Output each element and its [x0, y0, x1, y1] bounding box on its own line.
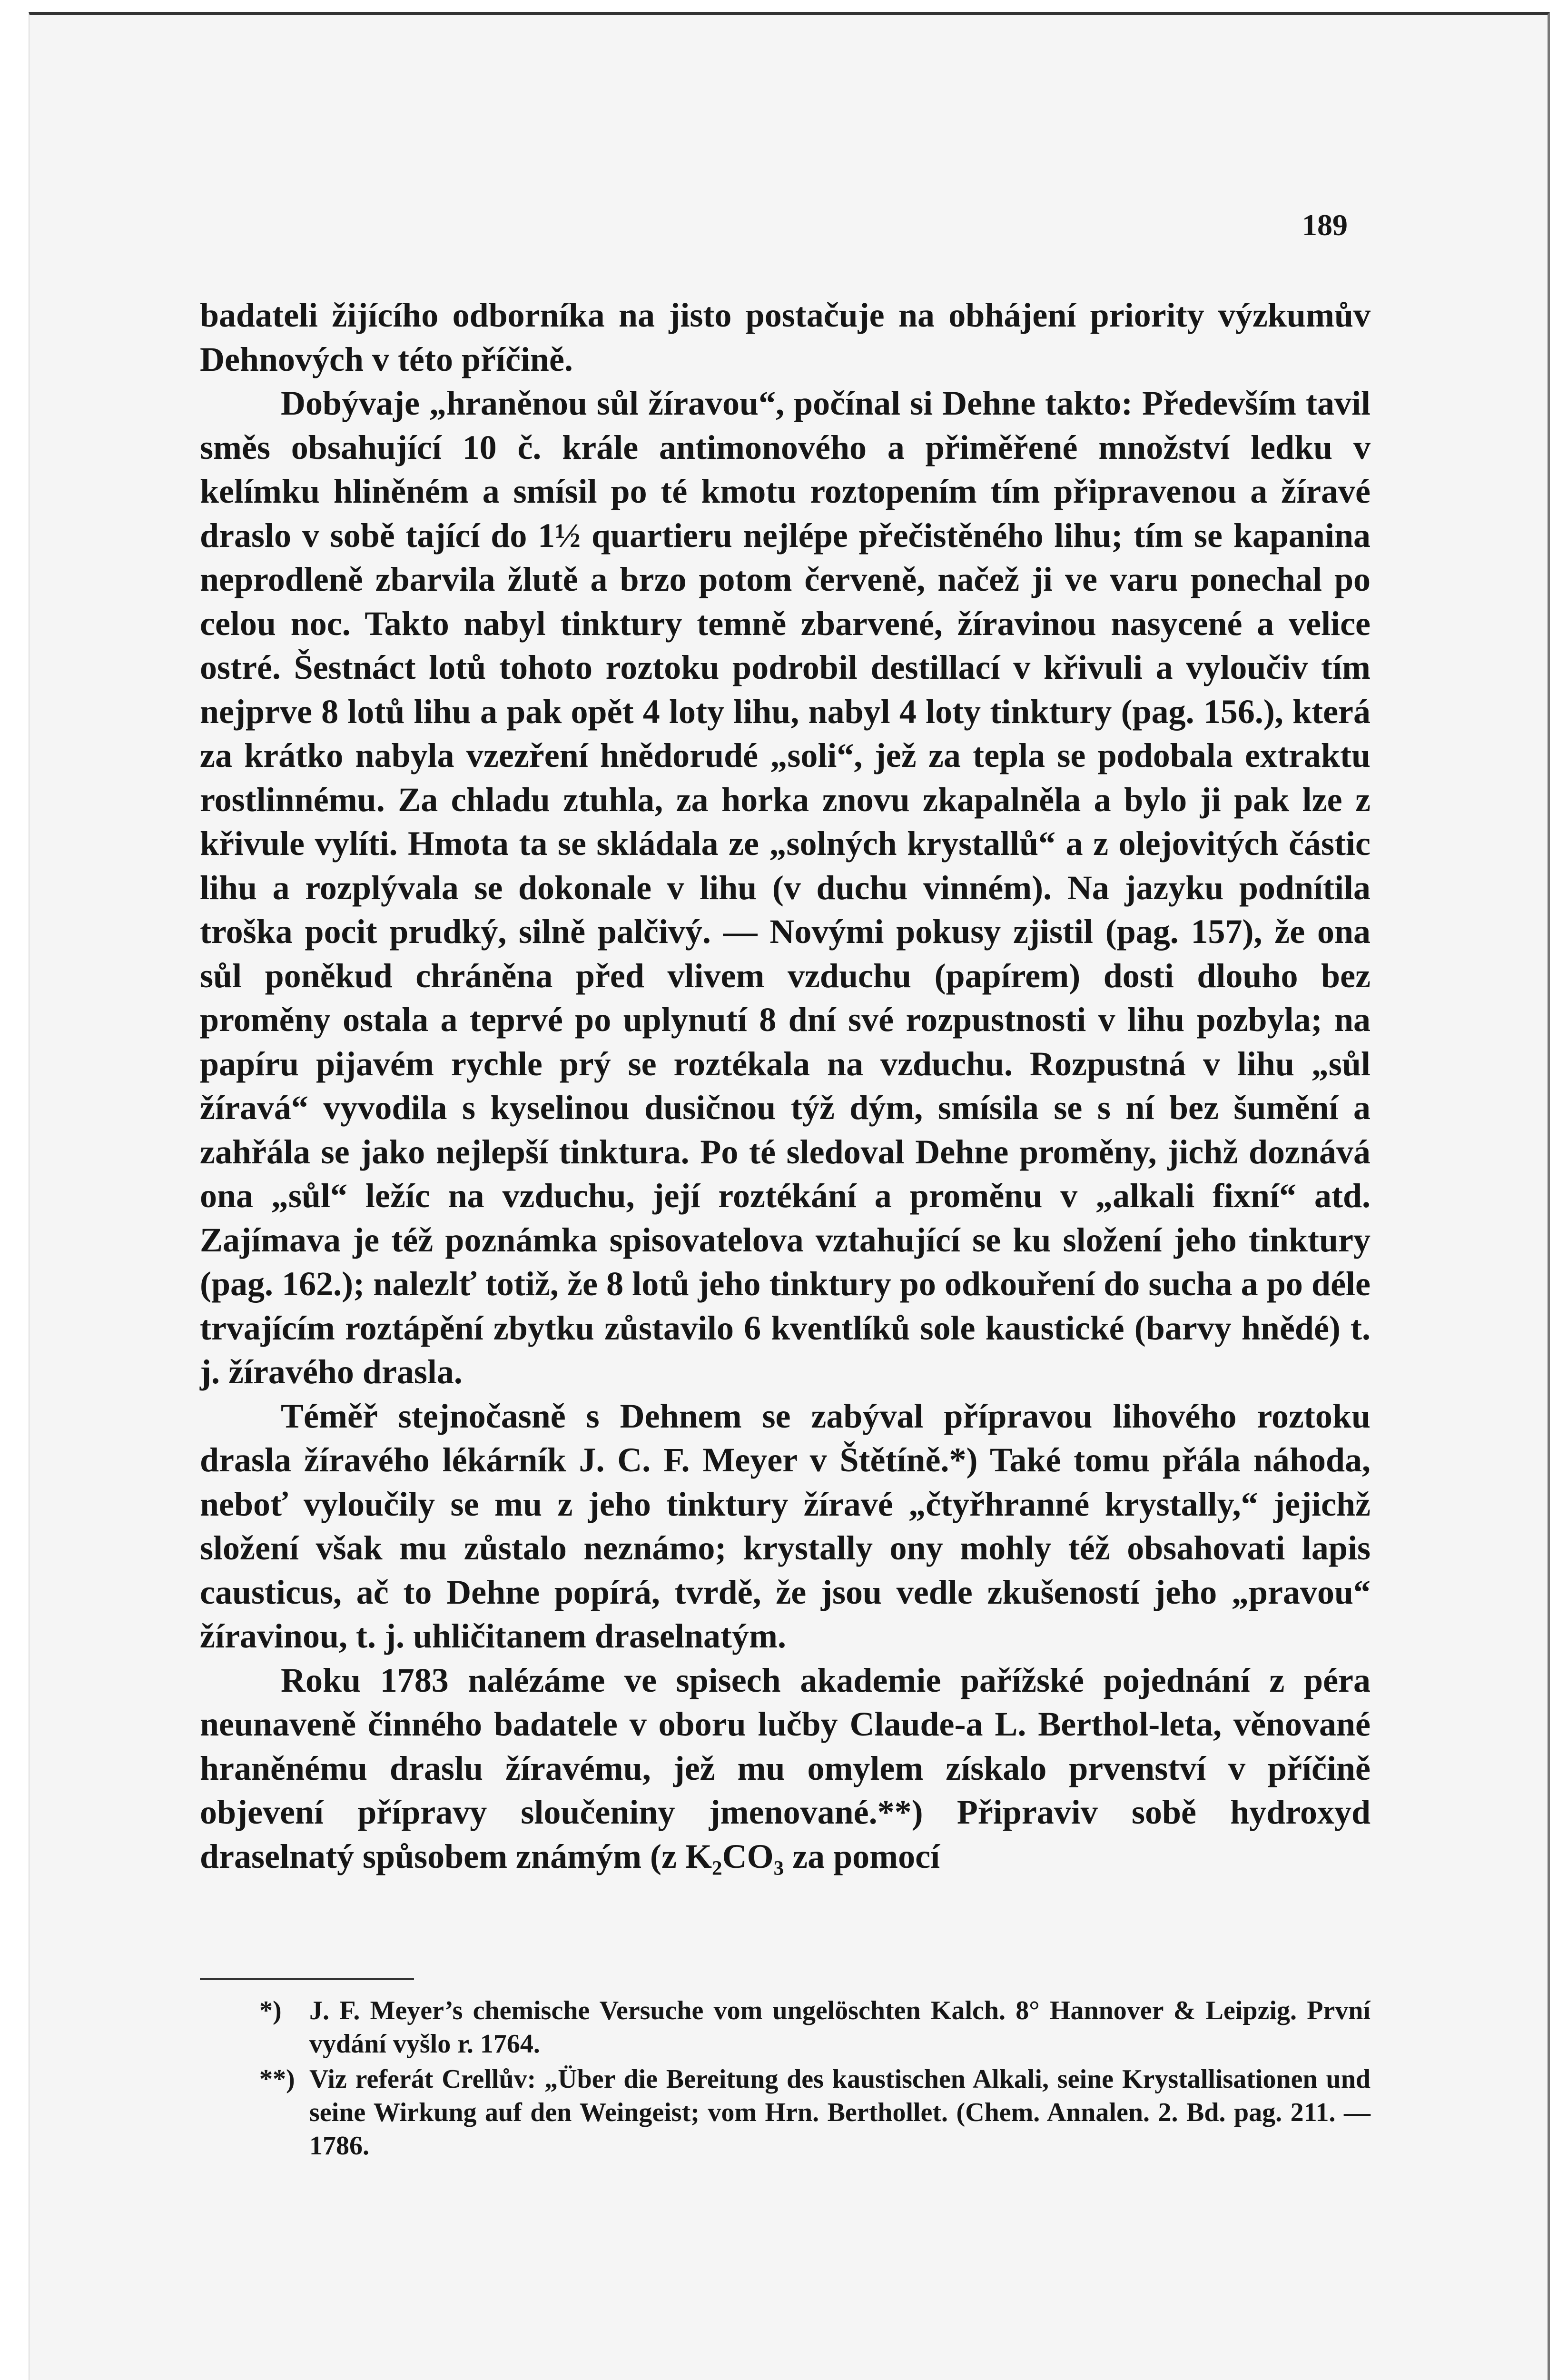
footnote-2-text: Viz referát Crellův: „Über die Bereitung des kaustischen Alkali, seine Krystallisationen und seine Wirkung auf den Weingeist; vom Hrn. Berthollet. (Chem. Annalen. 2. Bd. pag. 211. — 1786.: [309, 2064, 1371, 2161]
paragraph-4: Roku 1783 nalézáme ve spisech akademie pařížské pojednání z péra neunaveně činného badatele v oboru lučby Claude-a L. Berthol-leta, věnované hraněnému draslu žíravému, jež mu omylem získalo prvenství v příčině objevení přípravy sloučeniny jmenované.**) Připraviv sobě hydroxyd draselnatý spůsobem známým (z K₂CO₃ za pomocí: [200, 1661, 1371, 1875]
footnote-divider: [200, 1978, 414, 1980]
page-number: 189: [1302, 208, 1348, 242]
paragraph-2: Dobývaje „hraněnou sůl žíravou“, počínal si Dehne takto: Především tavil směs obsahující 10 č. krále antimonového a přiměřené množství ledku v kelímku hliněném a smísil po té kmotu roztopením tím připravenou a žíravé draslo v sobě tající do 1½ quartieru nejlépe přečistěného lihu; tím se kapanina neprodleně zbarvila žlutě a brzo potom červeně, načež ji ve varu ponechal po celou noc. Takto nabyl tinktury temně zbarvené, žíravinou nasycené a velice ostré. Šestnáct lotů tohoto roztoku podrobil destillací v křivuli a vyloučiv tím nejprve 8 lotů lihu a pak opět 4 loty lihu, nabyl 4 loty tinktury (pag. 156.), která za krátko nabyla vzezření hnědorudé „soli“, jež za tepla se podobala extraktu rostlinnému. Za chladu ztuhla, za horka znovu zkapalněla a bylo ji pak lze z křivule vylíti. Hmota ta se skládala ze „solných krystallů“ a z olejovitých částic lihu a rozplývala se dokonale v lihu (v duchu vinném). Na jazyku podnítila troška pocit prudký, silně palčivý. — Novými pokusy zjistil (pag. 157), že ona sůl poněkud chráněna před vlivem vzduchu (papírem) dosti dlouho bez proměny ostala a teprvé po uplynutí 8 dní své rozpustnosti v lihu pozbyla; na papíru pijavém rychle prý se roztékala na vzduchu. Rozpustná v lihu „sůl žíravá“ vyvodila s kyselinou dusičnou týž dým, smísila se s ní bez šumění a zahřála se jako nejlepší tinktura. Po té sledoval Dehne proměny, jichž doznává ona „sůl“ ležíc na vzduchu, její roztékání a proměnu v „alkali fixní“ atd. Zajímava je též poznámka spisovatelova vztahující se ku složení jeho tinktury (pag. 162.); nalezlť totiž, že 8 lotů jeho tinktury po odkouření do sucha a po déle trvajícím roztápění zbytku zůstavilo 6 kventlíků sole kaustické (barvy hnědé) t. j. žíravého drasla.: [200, 384, 1371, 1391]
footnote-1-mark: *): [259, 1996, 282, 2025]
paragraph-3: Téměř stejnočasně s Dehnem se zabýval přípravou lihového roztoku drasla žíravého lékárník J. C. F. Meyer v Štětíně.*) Také tomu přála náhoda, neboť vyloučily se mu z jeho tinktury žíravé „čtyřhranné krystally,“ jejichž složení však mu zůstalo neznámo; krystally ony mohly též obsahovati lapis causticus, ač to Dehne popírá, tvrdě, že jsou vedle zkušeností jeho „pravou“ žíravinou, t. j. uhličitanem draselnatým.: [200, 1397, 1371, 1655]
footnote-1: [200, 1994, 1371, 2061]
footnote-2-mark: **): [259, 2064, 295, 2094]
book-page: [29, 12, 1550, 2380]
paragraph-1: badateli žijícího odborníka na jisto postačuje na obhájení priority výzkumův Dehnových v této příčině.: [200, 296, 1371, 378]
footnote-1-text: J. F. Meyer’s chemische Versuche vom ungelöschten Kalch. 8° Hannover & Leipzig. První vydání vyšlo r. 1764.: [309, 1996, 1371, 2059]
footnote-2: [200, 2063, 1371, 2162]
main-text: [200, 293, 1371, 1878]
footnotes: [200, 1994, 1371, 2164]
